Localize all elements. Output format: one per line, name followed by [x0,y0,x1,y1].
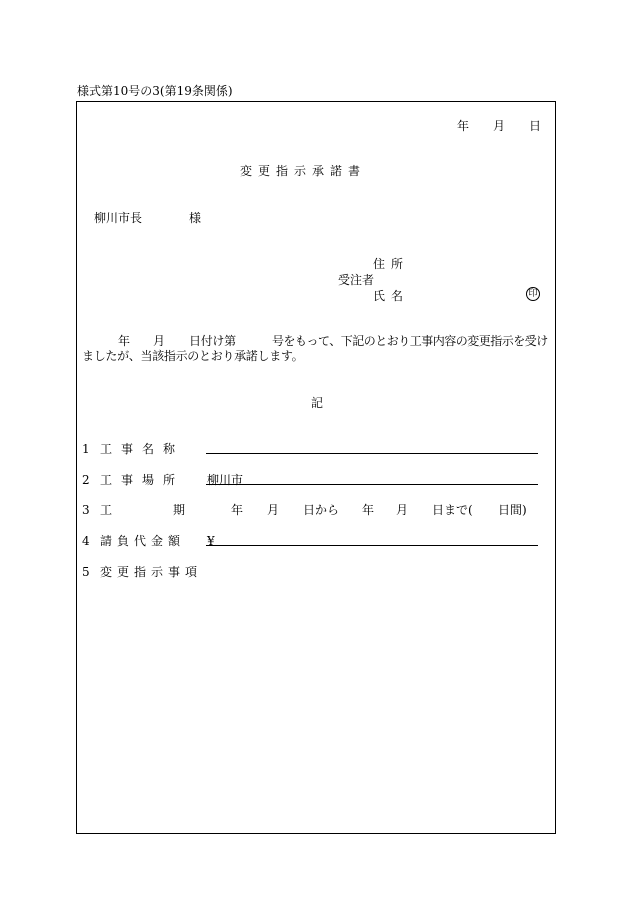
body-line2: ましたが、当該指示のとおり承諾します。 [82,349,304,363]
body-month-unit: 月 [153,334,166,348]
item-number: 3 [82,503,90,517]
contract-amount-field-line[interactable] [206,545,538,546]
item-number: 4 [82,534,90,548]
contract-amount-yen-sign: ¥ [207,534,215,548]
date-day-unit: 日 [529,119,542,133]
project-location-field-line[interactable] [206,484,538,485]
document-title: 変更指示承諾書 [240,164,367,178]
period-from-day: 日から [303,503,340,517]
period-days: 日間) [498,503,527,517]
project-location-value: 柳川市 [207,473,244,487]
period-from-year: 年 [231,503,244,517]
item-number: 1 [82,442,90,456]
seal-mark: 印 [526,287,540,301]
item-label-project-name: 工事名称 [100,442,185,456]
addressee-honorific: 様 [189,211,202,225]
contractor-address-label: 住所 [373,257,410,271]
item-label-period-2: 期 [173,503,195,517]
period-to-day: 日まで( [432,503,473,517]
item-label-period-1: 工 [100,503,122,517]
contractor-role-label: 受注者 [338,273,375,287]
period-to-month: 月 [396,503,409,517]
item-label-change-instructions: 変更指示事項 [100,565,203,579]
date-year-unit: 年 [457,119,470,133]
period-to-year: 年 [362,503,375,517]
body-line1-rest: 号をもって、下記のとおり工事内容の変更指示を受け [272,334,548,348]
body-day-prefix: 日付け第 [189,334,236,348]
period-from-month: 月 [267,503,280,517]
item-label-contract-amount: 請負代金額 [100,534,186,548]
item-number: 2 [82,473,90,487]
addressee-name: 柳川市長 [94,211,143,225]
date-month-unit: 月 [493,119,506,133]
ki-heading: 記 [311,396,324,410]
form-number-label: 様式第10号の3(第19条関係) [77,84,233,98]
document-frame [76,101,556,834]
item-number: 5 [82,565,90,579]
contractor-name-label: 氏名 [373,289,410,303]
item-label-project-location: 工事場所 [100,473,185,487]
project-name-field-line[interactable] [206,453,538,454]
body-year-unit: 年 [118,334,131,348]
